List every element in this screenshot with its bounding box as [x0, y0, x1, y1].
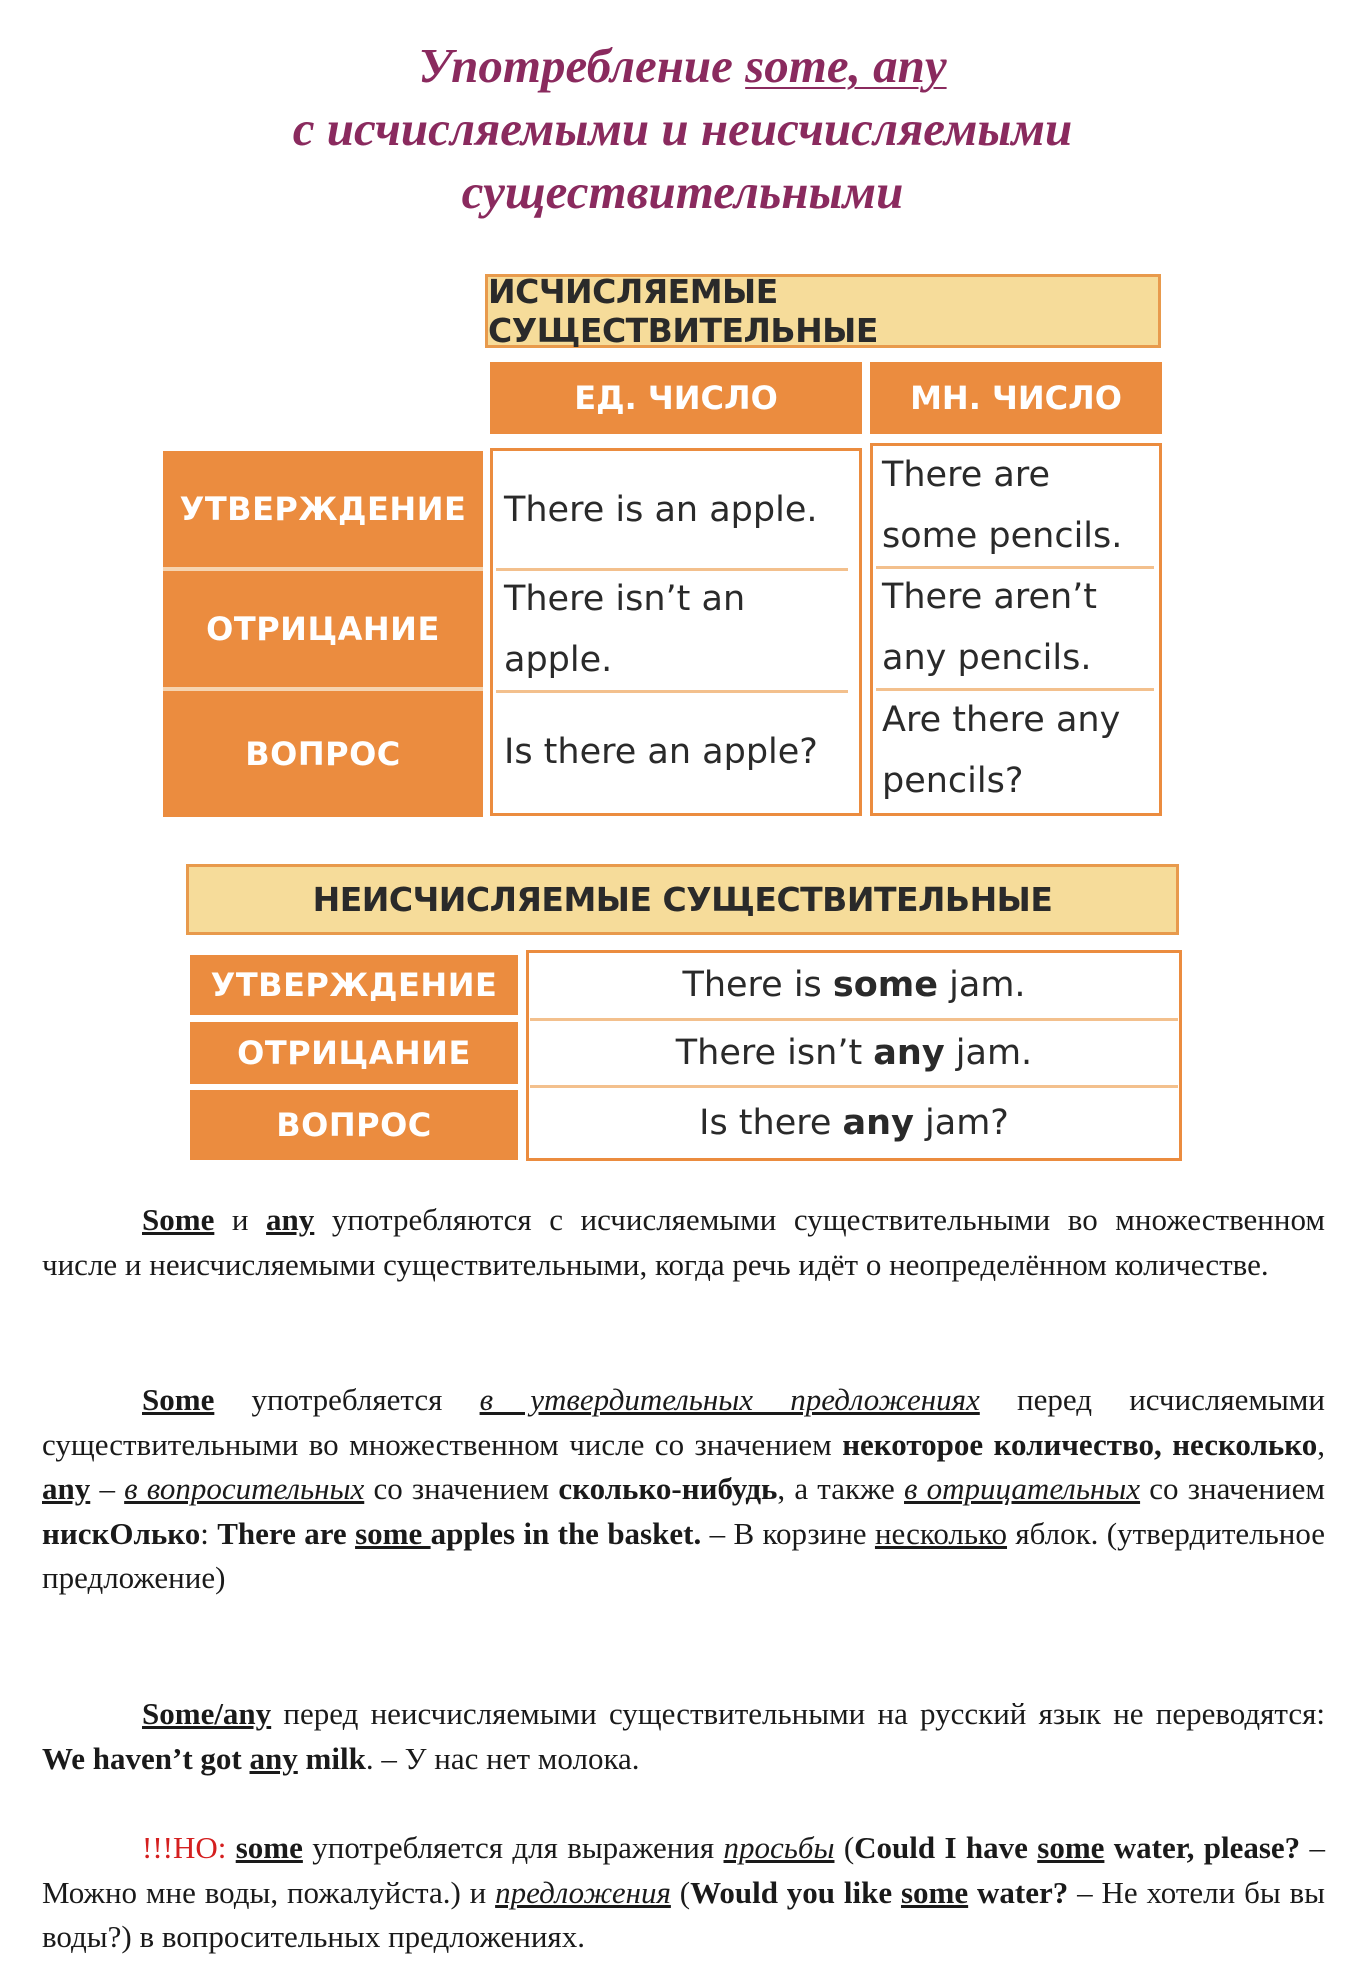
keyword-some: some [235, 1830, 303, 1865]
keyword-some: some [900, 1874, 969, 1910]
countable-heading: ИСЧИСЛЯЕМЫЕ СУЩЕСТВИТЕЛЬНЫЕ [485, 274, 1161, 348]
example-sentence: There are [217, 1515, 356, 1551]
text: перед неисчисляемыми существительными на русский язык не переводятся: [271, 1696, 1325, 1731]
plural-question [870, 690, 1162, 812]
text: : [200, 1515, 218, 1551]
text: употребляется [214, 1382, 480, 1417]
keyword: any [873, 1033, 945, 1073]
text: . – У нас нет молока. [365, 1740, 640, 1776]
example-text-line: There aren’t [882, 577, 1098, 617]
example-sentence: milk [297, 1740, 366, 1776]
title-line-1 [0, 34, 1365, 97]
text: , а также [777, 1471, 905, 1506]
singular-negative [490, 570, 862, 690]
plural-affirmative [870, 446, 1162, 566]
text: ( [670, 1874, 691, 1910]
example-text: There is an apple. [504, 489, 818, 530]
title-line-2: с исчисляемыми и неисчисляемыми [292, 101, 1073, 156]
singular-question [490, 692, 862, 812]
plural-negative [870, 568, 1162, 688]
example-sentence: apples in the basket. [430, 1515, 702, 1551]
col-header-singular: ЕД. ЧИСЛО [490, 362, 862, 434]
paragraph-usage [42, 1198, 1325, 1287]
text: – В корзине [701, 1515, 875, 1551]
text: – Можно мне воды, пожалуйста.) и [42, 1830, 1326, 1910]
example-sentence: water, please? [1104, 1830, 1301, 1865]
example-text: Is there an apple? [504, 731, 818, 772]
row-label-negative: ОТРИЦАНИЕ [190, 1022, 518, 1084]
paragraph-not-translated [42, 1692, 1325, 1781]
example-sentence: Would you like [690, 1874, 901, 1910]
example-sentence: water? [968, 1874, 1069, 1910]
text: – Не хотели бы вы воды?) в вопросительных предложениях. [42, 1874, 1325, 1954]
uncountable-affirmative [526, 952, 1182, 1018]
title-prefix: Употребление [418, 38, 746, 93]
singular-affirmative [490, 452, 862, 568]
row-label-question: ВОПРОС [190, 1090, 518, 1160]
example-text: jam. [944, 1033, 1033, 1073]
underlined-text: несколько [874, 1515, 1008, 1551]
keyword-some: some [1037, 1830, 1105, 1865]
uncountable-question [526, 1088, 1182, 1158]
example-text-line: pencils? [882, 761, 1024, 801]
page-title [0, 34, 1365, 223]
keyword-some: some [355, 1515, 431, 1551]
keyword-some-any: Some/any [142, 1696, 272, 1731]
text: употребляется для выражения [302, 1830, 724, 1865]
example-text-line: apple. [504, 640, 613, 680]
paragraph-exception [42, 1826, 1325, 1960]
keyword-any: any [249, 1740, 298, 1776]
text: со значением [1140, 1471, 1325, 1506]
title-keywords: some, any [745, 38, 947, 93]
example-text: There isn’t [675, 1033, 874, 1073]
text: – [90, 1471, 125, 1506]
example-text: jam. [938, 965, 1026, 1005]
example-text-line: Are there any [882, 700, 1121, 740]
bold-text: нискОлько [42, 1515, 201, 1551]
example-text-line: There are [882, 455, 1050, 495]
example-text: Is there [699, 1103, 843, 1143]
row-label-negative: ОТРИЦАНИЕ [163, 571, 483, 687]
example-text-line: There isn’t an [504, 579, 746, 619]
example-sentence: Could I have [854, 1830, 1038, 1865]
text: со значением [364, 1471, 559, 1506]
example-text: jam? [913, 1103, 1009, 1143]
row-label-question: ВОПРОС [163, 691, 483, 817]
emphasis: просьбы [723, 1830, 835, 1865]
warning-label: !!!НО: [142, 1830, 236, 1865]
emphasis: в утвердительных предложениях [479, 1382, 980, 1417]
text: перед исчисляемыми существительными во множественном числе со значением [42, 1382, 1325, 1462]
col-header-plural: МН. ЧИСЛО [870, 362, 1162, 434]
keyword-some: Some [142, 1202, 215, 1237]
bold-text: некоторое количество, несколько [842, 1426, 1318, 1462]
uncountable-negative [526, 1021, 1182, 1085]
emphasis: в отрицательных [904, 1471, 1141, 1506]
text: употребляются с исчисляемыми существительными во множественном числе и неисчисляемыми существительными, когда речь идёт о неопределённом количестве. [42, 1202, 1325, 1282]
keyword-any: any [266, 1202, 315, 1237]
keyword-any: any [42, 1471, 91, 1506]
example-text: There is [682, 965, 833, 1005]
example-sentence: We haven’t got [42, 1740, 250, 1776]
text: , [1317, 1426, 1325, 1462]
row-label-affirmative: УТВЕРЖДЕНИЕ [163, 451, 483, 567]
paragraph-some-any-meaning [42, 1378, 1325, 1601]
keyword: some [832, 965, 939, 1005]
emphasis: предложения [495, 1874, 671, 1910]
keyword: any [842, 1103, 914, 1143]
bold-text: сколько-нибудь [558, 1471, 778, 1506]
example-text-line: any pencils. [882, 638, 1092, 678]
row-label-affirmative: УТВЕРЖДЕНИЕ [190, 955, 518, 1015]
keyword-some: Some [142, 1382, 215, 1417]
example-text-line: some pencils. [882, 516, 1123, 556]
uncountable-heading: НЕИСЧИСЛЯЕМЫЕ СУЩЕСТВИТЕЛЬНЫЕ [186, 864, 1179, 935]
text: ( [834, 1830, 855, 1865]
emphasis: в вопросительных [124, 1471, 365, 1506]
text: яблок. (утвердительное предложение) [42, 1515, 1325, 1595]
title-line-3: существительными [461, 164, 904, 219]
text: и [214, 1202, 267, 1237]
